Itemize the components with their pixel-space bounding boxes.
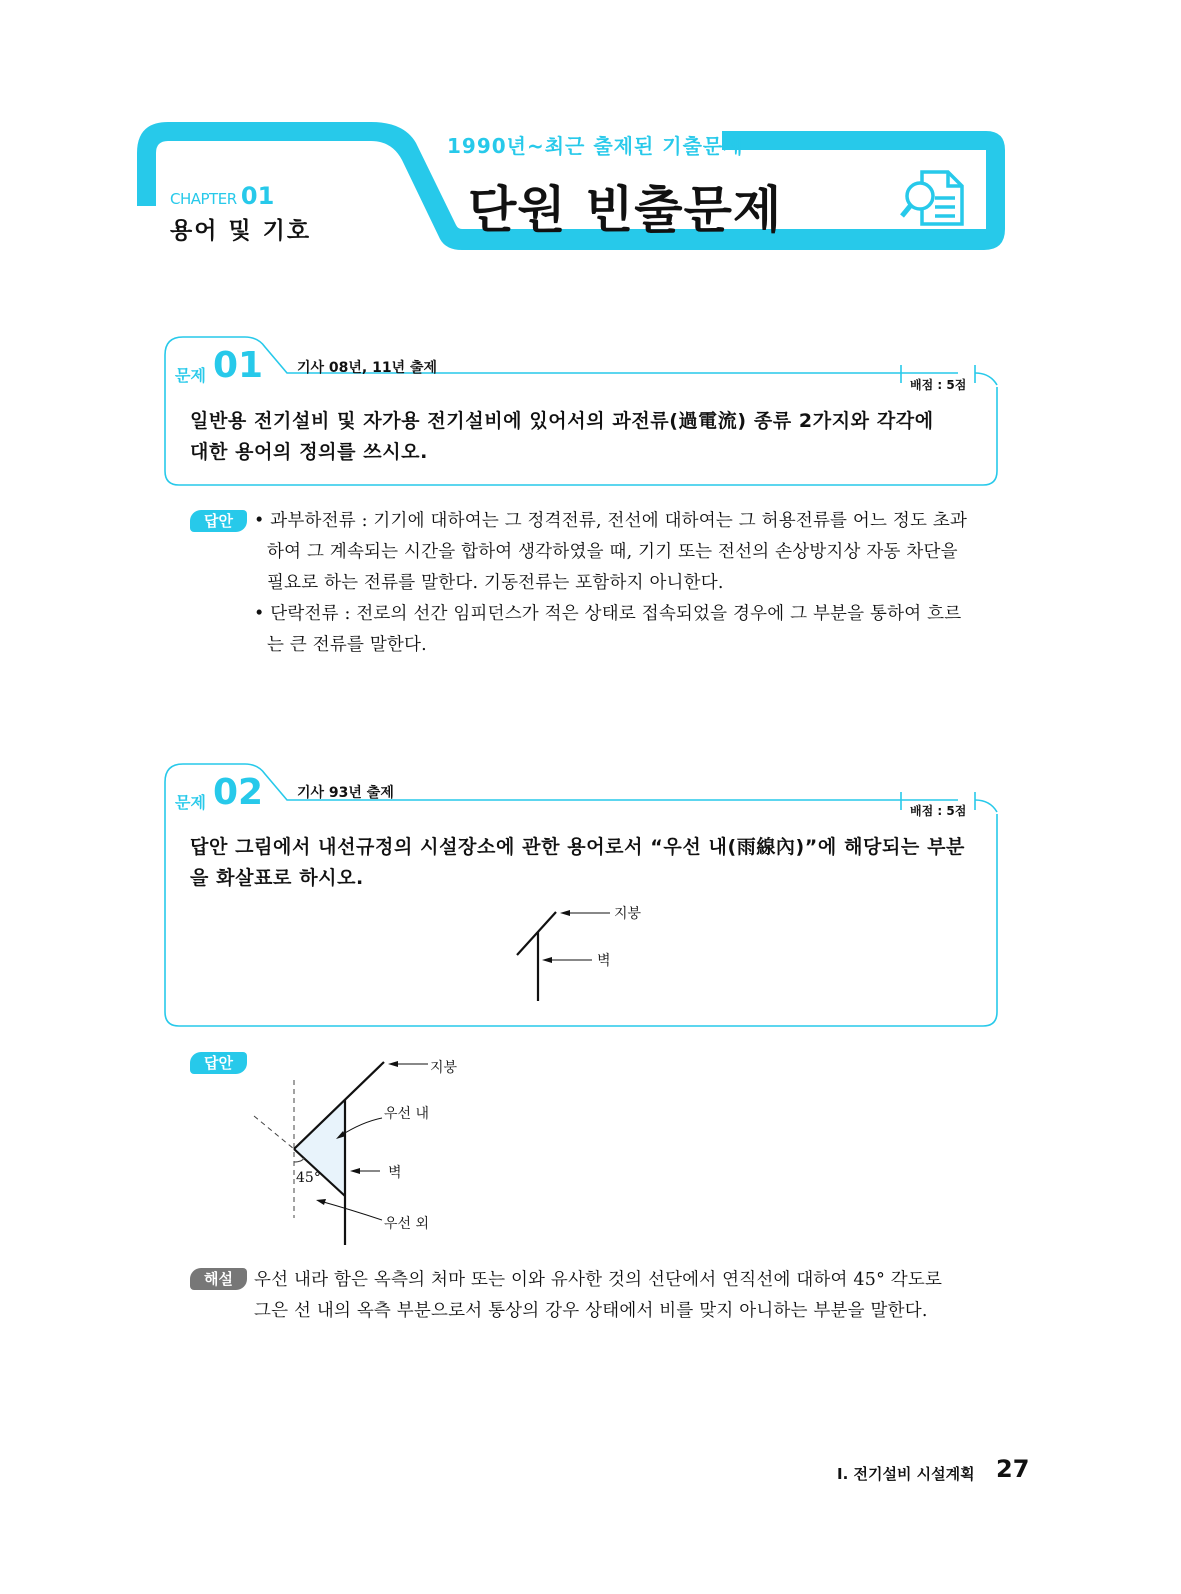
question-text	[190, 832, 990, 894]
answer-line: 하여 그 계속되는 시간을 합하여 생각하였을 때, 기기 또는 전선의 손상방지상 자동 차단을	[267, 542, 958, 562]
question-points: 배점 : 5점	[910, 378, 967, 392]
answer-line: • 단락전류 : 전로의 선간 임피던스가 적은 상태로 접속되었을 경우에 그 부분을 통하여 흐르	[254, 604, 962, 624]
header-subtitle: 1990년~최근 출제된 기출문제	[447, 134, 744, 158]
question-source: 기사 93년 출제	[297, 785, 394, 801]
chapter-name: 용어 및 기호	[170, 218, 312, 244]
answer-line: 필요로 하는 전류를 말한다. 기동전류는 포함하지 아니한다.	[267, 573, 724, 593]
question-text-line: 답안 그림에서 내선규정의 시설장소에 관한 용어로서 “우선 내(雨線內)”에 해당되는 부분	[190, 836, 966, 858]
footer-section-title: Ⅰ. 전기설비 시설계획	[837, 1465, 975, 1483]
question-text	[190, 406, 990, 468]
answer-label-wall: 벽	[388, 1165, 402, 1181]
page-title: 단원 빈출문제	[468, 181, 783, 239]
figure-label-roof: 지붕	[614, 906, 642, 922]
explanation-line: 우선 내라 함은 옥측의 처마 또는 이와 유사한 것의 선단에서 연직선에 대하여 45° 각도로	[254, 1270, 943, 1290]
question-figure	[500, 898, 680, 1008]
question-label: 문제	[175, 793, 206, 812]
answer-badge: 답안	[190, 510, 247, 532]
answer-line: • 과부하전류 : 기기에 대하여는 그 정격전류, 전선에 대하여는 그 허용전류를 어느 정도 초과	[254, 511, 968, 531]
question-number: 01	[213, 345, 264, 386]
answer-badge: 답안	[190, 1052, 247, 1074]
chapter-number: 01	[240, 182, 275, 210]
answer-label-angle: 45°	[296, 1170, 321, 1186]
question-label: 문제	[175, 366, 206, 385]
answer-text	[254, 506, 967, 661]
answer-label-rain-inside: 우선 내	[384, 1106, 430, 1122]
chapter-label	[170, 182, 274, 210]
answer-label-rain-outside: 우선 외	[384, 1216, 430, 1232]
question-number: 02	[213, 772, 264, 813]
question-text-line: 을 화살표로 하시오.	[190, 867, 364, 889]
question-text-line: 대한 용어의 정의를 쓰시오.	[190, 441, 428, 463]
question-source: 기사 08년, 11년 출제	[297, 360, 438, 376]
figure-label-wall: 벽	[597, 953, 611, 969]
question-text-line: 일반용 전기설비 및 자가용 전기설비에 있어서의 과전류(過電流) 종류 2가지와 각각에	[190, 410, 934, 432]
question-points: 배점 : 5점	[910, 804, 967, 818]
page-number: 27	[996, 1455, 1030, 1483]
explanation-badge: 해설	[190, 1268, 247, 1290]
answer-label-roof: 지붕	[430, 1060, 458, 1076]
document-search-icon	[902, 172, 962, 224]
explanation-line: 그은 선 내의 옥측 부분으로서 통상의 강우 상태에서 비를 맞지 아니하는 부분을 말한다.	[254, 1301, 928, 1321]
chapter-prefix: CHAPTER	[170, 190, 241, 208]
explanation-text	[254, 1265, 942, 1327]
answer-line: 는 큰 전류를 말한다.	[267, 635, 427, 655]
